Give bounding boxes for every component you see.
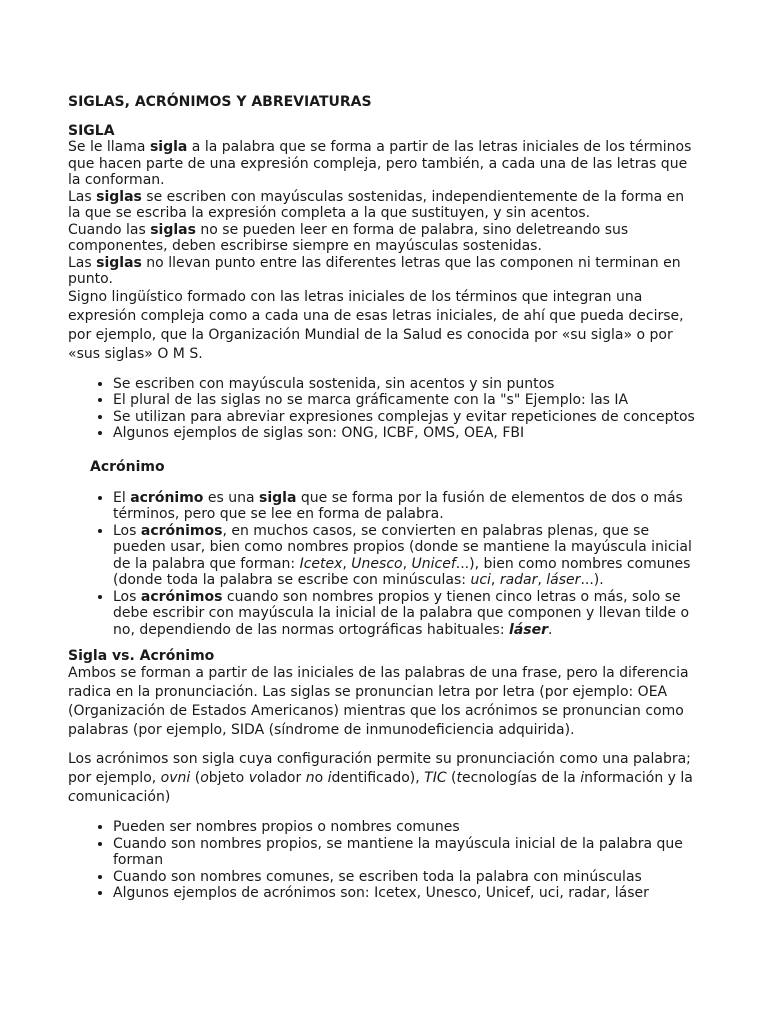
acronym-definition-paragraph: Los acrónimos son sigla cuya configuración permite su pronunciación como una palabra; por ejemplo, ovni (objeto volador no identificado), TIC (tecnologías de la información y la comunicación) <box>68 751 693 805</box>
list-item: • Cuando son nombres propios, se mantiene la mayúscula inicial de la palabra que forman <box>113 836 700 869</box>
list-item: • Se escriben con mayúscula sostenida, sin acentos y sin puntos <box>113 376 700 393</box>
sigla-paragraph-2: Las siglas se escriben con mayúsculas sostenidas, independientemente de la forma en la que se escriba la expresión completa a la que sustituyen, y sin acentos. <box>68 188 685 221</box>
list-item: • El acrónimo es una sigla que se forma por la fusión de elementos de dos o más términos, pero que se lee en forma de palabra. <box>113 490 700 523</box>
list-item: • Algunos ejemplos de siglas son: ONG, ICBF, OMS, OEA, FBI <box>113 425 700 442</box>
document-title: SIGLAS, ACRÓNIMOS Y ABREVIATURAS <box>68 94 372 110</box>
sigla-paragraph-5: Signo lingüístico formado con las letras iniciales de los términos que integran una expresión compleja como a cada una de esas letras iniciales, de ahí que pueda decirse, por ejemplo, que la Organización Mundial de la Salud es conocida por «su sigla» o por «sus siglas» O M S. <box>68 288 684 362</box>
acronimo-heading: Acrónimo <box>90 458 165 475</box>
sigla-bullet-list <box>68 376 700 442</box>
list-item: • Algunos ejemplos de acrónimos son: Icetex, Unesco, Unicef, uci, radar, láser <box>113 885 700 902</box>
list-item: • El plural de las siglas no se marca gráficamente con la "s" Ejemplo: las IA <box>113 392 700 409</box>
list-item: • Los acrónimos, en muchos casos, se convierten en palabras plenas, que se pueden usar, bien como nombres propios (donde se mantiene la mayúscula inicial de la palabra que forman: Icetex, Unesco, Unicef...), bien como nombres comunes (donde toda la palabra se escribe con minúsculas: uci, radar, láser...). <box>113 523 700 589</box>
comparison-paragraph: Ambos se forman a partir de las iniciales de las palabras de una frase, pero la diferencia radica en la pronunciación. Las siglas se pronuncian letra por letra (por ejemplo: OEA (Organización de Estados Americanos) mientras que los acrónimos se pronuncian como palabras (por ejemplo, SIDA (síndrome de inmunodeficiencia adquirida). <box>68 665 689 738</box>
sigla-vs-acronimo-heading: Sigla vs. Acrónimo <box>68 648 215 664</box>
sigla-paragraph-3: Cuando las siglas no se pueden leer en forma de palabra, sino deletreando sus componentes, deben escribirse siempre en mayúsculas sostenidas. <box>68 221 629 254</box>
sigla-paragraph-1: Se le llama sigla a la palabra que se forma a partir de las letras iniciales de los términos que hacen parte de una expresión compleja, pero también, a cada una de las letras que la conforman. <box>68 139 692 188</box>
list-item: • Cuando son nombres comunes, se escriben toda la palabra con minúsculas <box>113 869 700 886</box>
list-item: • Pueden ser nombres propios o nombres comunes <box>113 819 700 836</box>
list-item: • Se utilizan para abreviar expresiones complejas y evitar repeticiones de conceptos <box>113 409 700 426</box>
acronym-facts-bullet-list <box>68 819 700 902</box>
sigla-paragraph-4: Las siglas no llevan punto entre las diferentes letras que las componen ni terminan en punto. <box>68 254 681 287</box>
acronimo-bullet-list <box>68 490 700 639</box>
sigla-heading: SIGLA <box>68 123 115 139</box>
list-item: • Los acrónimos cuando son nombres propios y tienen cinco letras o más, solo se debe escribir con mayúscula la inicial de la palabra que componen y llevan tilde o no, dependiendo de las normas ortográficas habituales: láser. <box>113 589 700 639</box>
